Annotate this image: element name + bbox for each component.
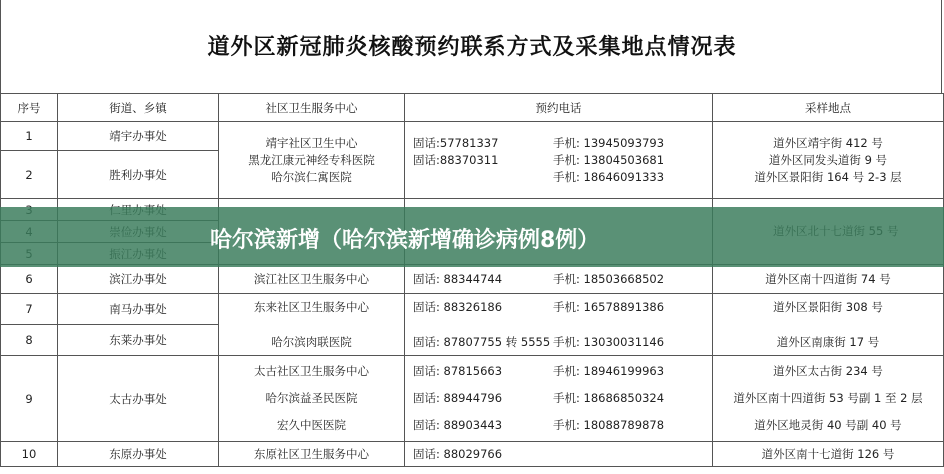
landline-number: 固话: 88344744 [413,271,503,286]
mobile-number: 手机: 18946199963 [553,364,665,378]
row-number: 7 [1,294,58,325]
center-name: 靖宇社区卫生中心 [265,135,358,150]
site-address: 道外区太古街 234 号 [773,364,883,378]
center-name: 滨江社区卫生服务中心 [219,265,405,294]
header-no: 序号 [1,94,58,122]
phone-cell [405,265,713,294]
landline-number: 固话: 88903443 [413,418,503,432]
mobile-number: 手机: 13804503681 [553,152,665,167]
phone-cell [405,442,713,467]
street-name: 靖宇办事处 [58,122,219,151]
site-cell [713,122,944,199]
mobile-number: 手机: 16578891386 [553,299,665,314]
table-header-row [1,94,944,122]
site-address: 道外区南十四道街 53 号副 1 至 2 层 [733,391,923,405]
center-name: 黑龙江康元神经专科医院 [248,152,375,167]
street-name: 胜利办事处 [58,151,219,199]
street-name: 东原办事处 [58,442,219,467]
mobile-number: 手机: 18503668502 [553,271,665,286]
site-address: 道外区南十七道街 126 号 [713,442,944,467]
site-address: 道外区景阳街 164 号 2-3 层 [754,169,902,184]
appointment-table [0,93,944,467]
phone-cell [405,356,713,442]
table-row [1,294,944,325]
site-cell [713,356,944,442]
table-row [1,442,944,467]
center-name: 哈尔滨益圣民医院 [265,391,358,405]
street-name: 太古办事处 [58,356,219,442]
row-number: 2 [1,151,58,199]
mobile-number: 手机: 18686850324 [553,391,665,405]
headline-text: 哈尔滨新增（哈尔滨新增确诊病例8例） [210,228,600,253]
header-center: 社区卫生服务中心 [219,94,405,122]
landline-number: 固话:88370311 [413,152,499,167]
center-cell [219,122,405,199]
mobile-number: 手机: 13945093793 [553,135,665,150]
center-name: 哈尔滨肉联医院 [271,334,352,349]
landline-number: 固话: 88029766 [413,446,503,461]
site-address: 道外区景阳街 308 号 [773,299,883,314]
site-address: 道外区南康街 17 号 [776,334,880,349]
street-name: 滨江办事处 [58,265,219,294]
row-number: 6 [1,265,58,294]
mobile-number: 手机: 18646091333 [553,169,665,184]
header-phone: 预约电话 [405,94,713,122]
center-name: 太古社区卫生服务中心 [254,364,369,378]
center-name: 宏久中医医院 [277,418,346,432]
street-name: 南马办事处 [58,294,219,325]
phone-cell [405,122,713,199]
row-number: 10 [1,442,58,467]
site-cell [713,294,944,356]
header-street: 街道、乡镇 [58,94,219,122]
row-number: 8 [1,325,58,356]
row-number: 1 [1,122,58,151]
document-title: 道外区新冠肺炎核酸预约联系方式及采集地点情况表 [207,34,737,60]
phone-cell [405,294,713,356]
landline-number: 固话: 88944796 [413,391,503,405]
headline-banner [0,207,944,267]
street-name: 东莱办事处 [58,325,219,356]
mobile-number: 手机: 18088789878 [553,418,665,432]
table-row [1,356,944,442]
site-address: 道外区地灵街 40 号副 40 号 [754,418,902,432]
site-address: 道外区靖宇街 412 号 [773,135,883,150]
table-row [1,265,944,294]
center-cell [219,294,405,356]
table-row [1,122,944,151]
row-number: 9 [1,356,58,442]
center-name: 哈尔滨仁寓医院 [271,169,352,184]
header-site: 采样地点 [713,94,944,122]
mobile-number: 手机: 13030031146 [553,334,665,349]
landline-number: 固话: 88326186 [413,299,503,314]
site-address: 道外区南十四道街 74 号 [713,265,944,294]
site-address: 道外区同发头道街 9 号 [768,152,888,167]
center-name: 东来社区卫生服务中心 [254,299,369,314]
center-cell [219,356,405,442]
landline-number: 固话: 87807755 转 5555 [413,334,551,349]
center-name: 东原社区卫生服务中心 [219,442,405,467]
landline-number: 固话: 87815663 [413,364,503,378]
landline-number: 固话:57781337 [413,135,499,150]
